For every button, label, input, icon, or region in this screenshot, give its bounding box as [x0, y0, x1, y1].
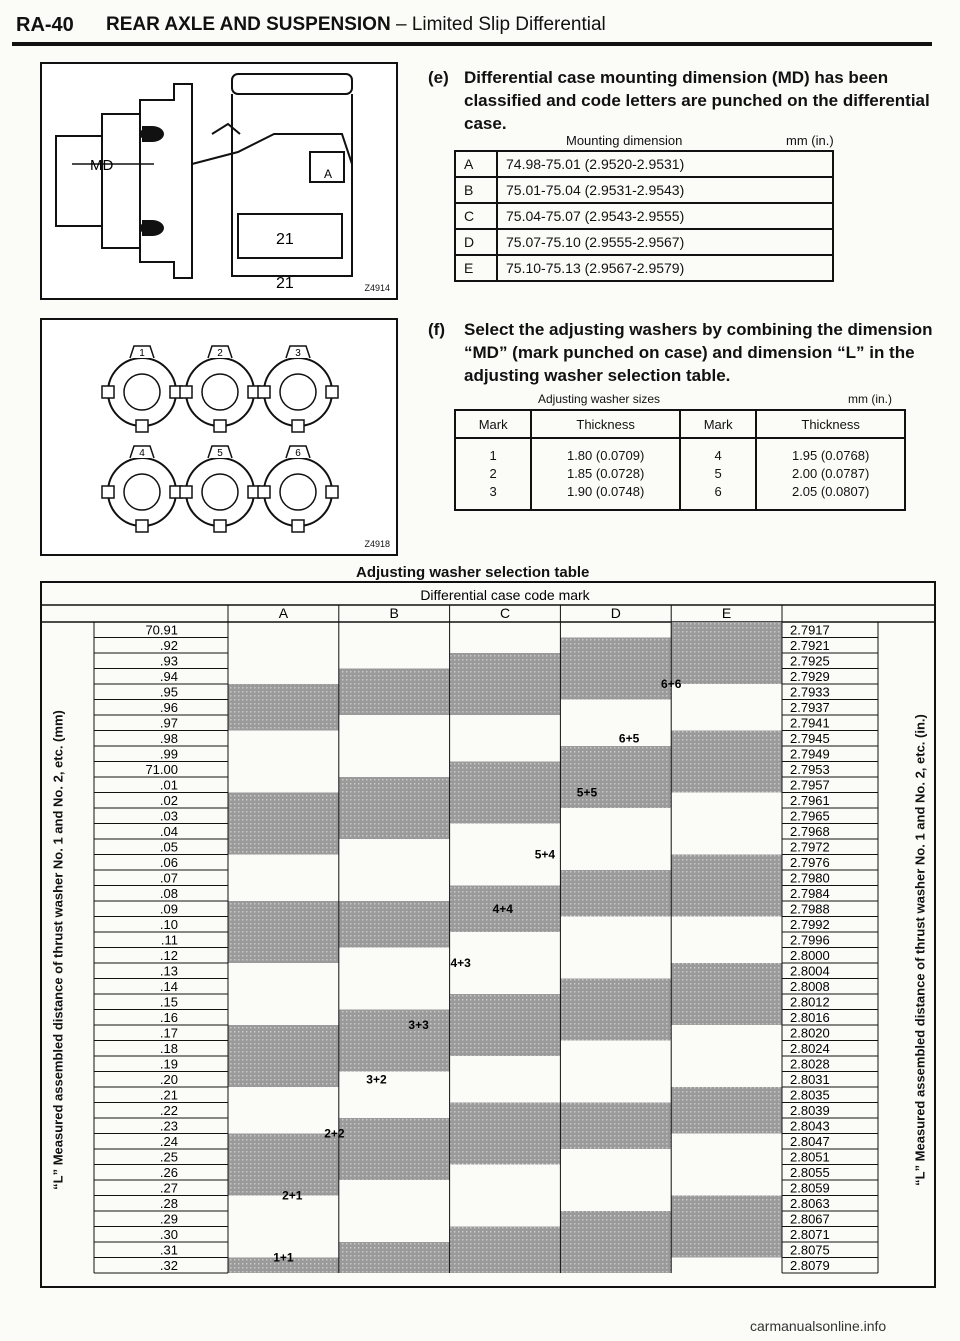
washer-mark: 3 [295, 348, 301, 359]
figure-id: Z4914 [364, 283, 390, 293]
selection-band [560, 870, 671, 917]
mm-value: .10 [159, 917, 178, 932]
mm-value: .03 [159, 808, 178, 824]
group-header: Differential case code mark [420, 587, 590, 603]
washer-icon [180, 346, 260, 432]
left-axis-label: “L” Measured assembled distance of thrust washer No. 1 and No. 2, etc. (mm) [50, 710, 66, 1190]
column-header: A [278, 605, 289, 621]
selection-band [339, 669, 450, 716]
page-header [16, 14, 936, 40]
washer-icon [102, 446, 182, 532]
mm-value: .24 [159, 1134, 178, 1149]
inch-value: 2.8016 [790, 1010, 830, 1025]
code-letter-label: A [324, 167, 333, 181]
selection-band [450, 762, 561, 824]
column-header: Mark [680, 410, 756, 438]
inch-value: 2.7980 [790, 870, 830, 886]
mm-value: .30 [159, 1227, 178, 1242]
selection-band [671, 622, 782, 684]
mark-cell: 4 5 6 [680, 438, 756, 510]
selection-band [671, 793, 782, 855]
mm-value: .09 [159, 901, 178, 917]
inch-value: 2.7929 [790, 669, 830, 684]
mm-value: .19 [159, 1056, 178, 1072]
code-cell: B [455, 177, 497, 203]
mm-value: .01 [159, 777, 178, 793]
mm-value: .12 [159, 948, 178, 963]
selection-band [450, 715, 561, 762]
combination-label: 4+4 [492, 901, 513, 916]
selection-band [339, 1010, 450, 1072]
mm-value: .20 [159, 1072, 178, 1087]
selection-band [560, 1103, 671, 1150]
combination-label: 1+1 [273, 1250, 294, 1265]
code-cell: C [455, 203, 497, 229]
inch-value: 2.7976 [790, 855, 830, 870]
selection-band [228, 684, 339, 731]
mm-value: .21 [159, 1087, 178, 1103]
washer-icon [102, 346, 182, 432]
washer-mark: 5 [217, 448, 223, 459]
washer-mark: 2 [217, 348, 223, 359]
code-cell: D [455, 229, 497, 255]
inch-value: 2.7917 [790, 622, 830, 638]
inch-value: 2.8031 [790, 1072, 830, 1087]
mark-cell: 1 2 3 [455, 438, 531, 510]
selection-band [228, 855, 339, 902]
case-number-label: 21 [276, 231, 294, 248]
value-cell: 74.98-75.01 (2.9520-2.9531) [497, 151, 833, 177]
mm-value: .14 [159, 979, 178, 994]
watermark: carmanualsonline.info [750, 1318, 887, 1334]
selection-band [671, 1134, 782, 1196]
mm-value: .26 [159, 1165, 178, 1180]
mm-value: .25 [159, 1149, 178, 1165]
selection-band [671, 963, 782, 1025]
combination-label: 3+2 [366, 1072, 387, 1087]
combination-label: 4+3 [450, 956, 471, 970]
right-axis [900, 660, 940, 1240]
page-number: RA-40 [16, 14, 74, 36]
selection-band [228, 793, 339, 855]
inch-value: 2.8039 [790, 1103, 830, 1118]
mm-value: .17 [159, 1025, 178, 1041]
mm-value: .15 [159, 994, 178, 1010]
mm-value: .02 [159, 793, 178, 808]
selection-band [671, 917, 782, 964]
inch-value: 2.8024 [790, 1041, 830, 1056]
selection-band [560, 1041, 671, 1103]
inch-value: 2.7972 [790, 839, 830, 855]
selection-band [339, 901, 450, 948]
inch-value: 2.7957 [790, 777, 830, 793]
inch-value: 2.8008 [790, 979, 830, 994]
mm-value: .13 [159, 963, 178, 979]
mm-value: .29 [159, 1211, 178, 1227]
step-text: Select the adjusting washers by combining the dimension “MD” (mark punched on case) and dimension “L” in the adjusting washer selection table. [464, 320, 933, 385]
washer-size-table [454, 409, 906, 511]
selection-band [671, 684, 782, 731]
header-rule [12, 42, 932, 46]
right-axis-label: “L” Measured assembled distance of thrust washer No. 1 and No. 2, etc. (in.) [912, 714, 928, 1186]
inch-value: 2.8035 [790, 1087, 830, 1103]
inch-value: 2.8079 [790, 1258, 830, 1273]
inch-value: 2.7937 [790, 700, 830, 715]
selection-band [339, 777, 450, 839]
inch-value: 2.7996 [790, 932, 830, 948]
selection-band [339, 948, 450, 1010]
combination-label: 2+2 [324, 1126, 345, 1141]
selection-band [339, 1118, 450, 1180]
mm-value: .16 [159, 1010, 178, 1025]
washer-caption-unit: mm (in.) [848, 392, 892, 406]
mounting-dimension-table [454, 150, 834, 282]
thickness-cell: 1.80 (0.0709) 1.85 (0.0728) 1.90 (0.0748) [531, 438, 680, 510]
inch-value: 2.7945 [790, 731, 830, 746]
selection-band [339, 1072, 450, 1119]
washers-drawing [42, 320, 396, 554]
inch-value: 2.8063 [790, 1196, 830, 1211]
washer-mark: 4 [139, 448, 145, 459]
selection-band [450, 653, 561, 715]
mounting-caption-title: Mounting dimension [566, 133, 683, 148]
step-e [428, 66, 936, 135]
page-title [106, 14, 606, 36]
selection-band [560, 808, 671, 870]
combination-label: 5+4 [534, 847, 556, 862]
inch-value: 2.8012 [790, 994, 830, 1010]
selection-table-title: Adjusting washer selection table [356, 564, 590, 581]
selection-band [671, 1025, 782, 1087]
mm-value: .98 [159, 731, 178, 746]
mounting-caption [566, 133, 846, 148]
inch-value: 2.8055 [790, 1165, 830, 1180]
inch-value: 2.8059 [790, 1180, 830, 1196]
column-header: Thickness [531, 410, 680, 438]
inch-value: 2.8067 [790, 1211, 830, 1227]
inch-value: 2.7953 [790, 762, 830, 777]
inch-value: 2.7961 [790, 793, 830, 808]
selection-band [228, 901, 339, 963]
mm-value: .93 [159, 653, 178, 669]
mm-value: 71.00 [145, 762, 178, 777]
inch-value: 2.7941 [790, 715, 830, 731]
mm-value: .97 [159, 715, 178, 731]
column-header: C [499, 605, 511, 621]
mounting-caption-unit: mm (in.) [786, 133, 834, 148]
mm-value: .22 [159, 1103, 178, 1118]
inch-value: 2.8075 [790, 1242, 830, 1258]
value-cell: 75.10-75.13 (2.9567-2.9579) [497, 255, 833, 281]
inch-value: 2.8047 [790, 1134, 830, 1149]
inch-value: 2.7925 [790, 653, 830, 669]
mm-value: .32 [159, 1258, 178, 1273]
code-cell: A [455, 151, 497, 177]
selection-band [450, 1165, 561, 1227]
selection-band [671, 855, 782, 917]
column-header: D [610, 605, 621, 621]
differential-case-drawing [42, 64, 396, 298]
thickness-cell: 1.95 (0.0768) 2.00 (0.0787) 2.05 (0.0807) [756, 438, 905, 510]
table-row [455, 438, 905, 510]
case-number-label-2: 21 [276, 275, 294, 292]
inch-value: 2.7968 [790, 824, 830, 839]
combination-label: 2+1 [282, 1188, 303, 1203]
combination-label: 3+3 [408, 1018, 429, 1032]
combination-label: 6+6 [661, 677, 682, 691]
selection-band [560, 1211, 671, 1273]
column-header: B [389, 605, 399, 621]
selection-band [450, 1103, 561, 1165]
figure-id: Z4918 [364, 539, 390, 549]
mm-value: .94 [159, 669, 178, 684]
column-header: Mark [455, 410, 531, 438]
step-label: (e) [428, 68, 449, 87]
selection-band [339, 1180, 450, 1242]
mm-value: .23 [159, 1118, 178, 1134]
washer-mark: 1 [139, 348, 145, 359]
selection-band [228, 1196, 339, 1258]
washer-caption [538, 392, 908, 406]
mm-value: .08 [159, 886, 178, 901]
inch-value: 2.7965 [790, 808, 830, 824]
mm-value: .11 [160, 932, 178, 948]
combination-label: 5+5 [576, 785, 598, 800]
washer-icon [258, 346, 338, 432]
mm-value: .05 [159, 839, 178, 855]
inch-value: 2.8028 [790, 1056, 830, 1072]
column-header: Thickness [756, 410, 905, 438]
selection-table [40, 581, 936, 1288]
mm-value: .96 [159, 700, 178, 715]
step-label: (f) [428, 320, 445, 339]
washer-icon [258, 446, 338, 532]
washer-icon [180, 446, 260, 532]
selection-band [228, 1087, 339, 1134]
selection-band [560, 700, 671, 747]
selection-band [560, 979, 671, 1041]
inch-value: 2.7921 [790, 638, 830, 653]
inch-value: 2.7949 [790, 746, 830, 762]
mm-value: .31 [159, 1242, 178, 1258]
mm-value: .04 [159, 824, 178, 839]
washer-mark: 6 [295, 448, 301, 459]
inch-value: 2.7984 [790, 886, 830, 901]
selection-band [450, 994, 561, 1056]
column-header: E [721, 605, 732, 621]
inch-value: 2.8020 [790, 1025, 830, 1041]
mm-value: 70.91 [145, 622, 178, 638]
selection-band [671, 1087, 782, 1134]
inch-value: 2.8000 [790, 948, 830, 963]
selection-band [560, 917, 671, 979]
selection-band [339, 839, 450, 901]
mm-value: .27 [159, 1180, 178, 1196]
value-cell: 75.01-75.04 (2.9531-2.9543) [497, 177, 833, 203]
selection-band [560, 1149, 671, 1211]
value-cell: 75.04-75.07 (2.9543-2.9555) [497, 203, 833, 229]
selection-band [228, 1025, 339, 1087]
mm-value: .06 [159, 855, 178, 870]
selection-band [671, 731, 782, 793]
mm-value: .18 [159, 1041, 178, 1056]
figure-washers [40, 318, 398, 556]
selection-band [339, 1242, 450, 1273]
mm-value: .95 [159, 684, 178, 700]
selection-grid [42, 583, 934, 1286]
selection-band [228, 963, 339, 1025]
selection-band [228, 1134, 339, 1196]
inch-value: 2.8051 [790, 1149, 830, 1165]
table-row [455, 151, 833, 177]
selection-band [450, 1227, 561, 1274]
washer-caption-title: Adjusting washer sizes [538, 392, 661, 406]
inch-value: 2.8043 [790, 1118, 830, 1134]
table-row [455, 229, 833, 255]
md-label: MD [90, 157, 114, 174]
table-row [455, 203, 833, 229]
section-subtitle: – Limited Slip Differential [395, 14, 606, 35]
inch-value: 2.8004 [790, 963, 830, 979]
table-header-row [455, 410, 905, 438]
selection-band [450, 1056, 561, 1103]
selection-band [339, 715, 450, 777]
combination-label: 6+5 [618, 731, 640, 746]
value-cell: 75.07-75.10 (2.9555-2.9567) [497, 229, 833, 255]
selection-band [228, 731, 339, 793]
selection-band [560, 638, 671, 700]
mm-value: .99 [159, 746, 178, 762]
figure-differential-case [40, 62, 398, 300]
left-axis [38, 660, 78, 1240]
inch-value: 2.7988 [790, 901, 830, 917]
step-f [428, 318, 936, 387]
code-cell: E [455, 255, 497, 281]
inch-value: 2.7933 [790, 684, 830, 700]
mm-value: .07 [159, 870, 178, 886]
section-title: REAR AXLE AND SUSPENSION [106, 14, 391, 35]
mm-value: .92 [159, 638, 178, 653]
mm-value: .28 [159, 1196, 178, 1211]
table-row [455, 177, 833, 203]
step-text: Differential case mounting dimension (MD) has been classified and code letters are punched on the differential case. [464, 68, 930, 133]
inch-value: 2.7992 [790, 917, 830, 932]
table-row [455, 255, 833, 281]
inch-value: 2.8071 [790, 1227, 830, 1242]
selection-band [671, 1196, 782, 1258]
